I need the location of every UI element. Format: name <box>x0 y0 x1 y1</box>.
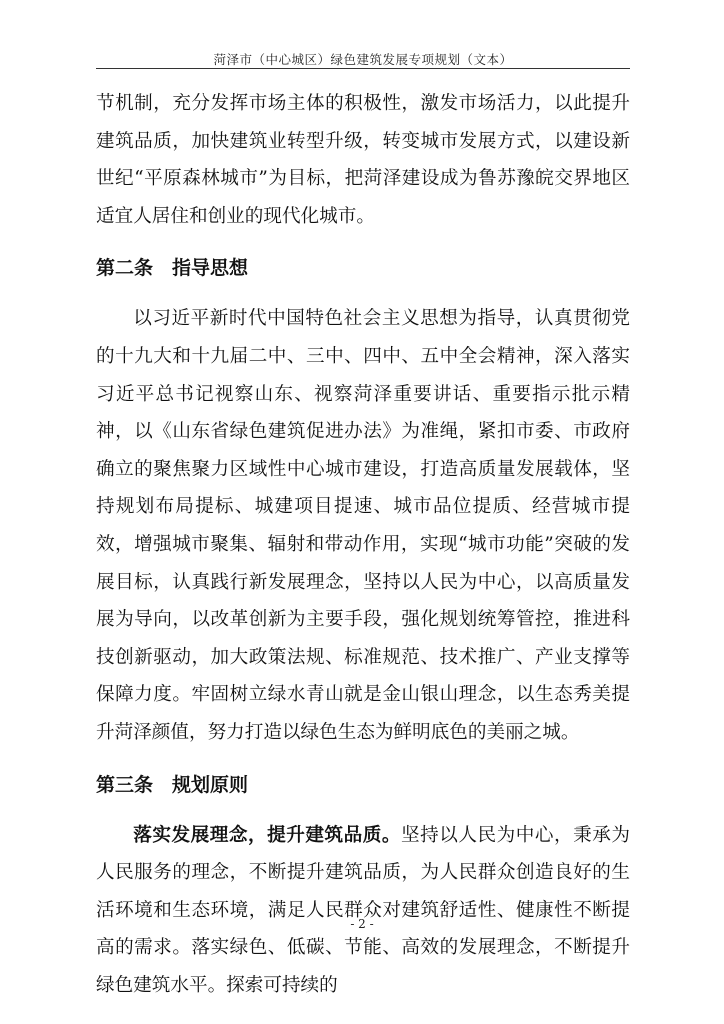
article-3-lead: 落实发展理念，提升建筑品质。 <box>133 824 401 846</box>
page-number: - 2 - <box>350 917 374 931</box>
article-3-text: 坚持以人民为中心，秉承为人民服务的理念，不断提升建筑品质，为人民群众创造良好的生活环境和生态环境，满足人民群众对建筑舒适性、健康性不断提高的需求。落实绿色、低碳、节能、高效的发展理念，不断提升绿色建筑水平。探索可持续的 <box>96 824 630 996</box>
running-header: 菏泽市（中心城区）绿色建筑发展专项规划（文本） <box>213 52 513 67</box>
intro-paragraph: 节机制，充分发挥市场主体的积极性，激发市场活力，以此提升建筑品质，加快建筑业转型升级，转变城市发展方式，以建设新世纪“平原森林城市”为目标，把菏泽建设成为鲁苏豫皖交界地区适宜人居住和创业的现代化城市。 <box>96 93 630 227</box>
article-3-heading: 第三条 规划原则 <box>96 773 249 796</box>
header-rule <box>96 68 630 69</box>
article-2-paragraph: 以习近平新时代中国特色社会主义思想为指导，认真贯彻党的十九大和十九届二中、三中、四中、五中全会精神，深入落实习近平总书记视察山东、视察菏泽重要讲话、重要指示批示精神，以《山东省绿色建筑促进办法》为准绳，紧扣市委、市政府确立的聚焦聚力区域性中心城市建设，打造高质量发展载体，坚持规划布局提标、城建项目提速、城市品位提质、经营城市提效，增强城市聚集、辐射和带动作用，实现“城市功能”突破的发展目标，认真践行新发展理念，坚持以人民为中心，以高质量发展为导向，以改革创新为主要手段，强化规划统筹管控，推进科技创新驱动，加大政策法规、标准规范、技术推广、产业支撑等保障力度。牢固树立绿水青山就是金山银山理念，以生态秀美提升菏泽颜值，努力打造以绿色生态为鲜明底色的美丽之城。 <box>96 308 630 743</box>
document-body <box>96 85 630 1004</box>
article-2-heading: 第二条 指导思想 <box>96 257 249 280</box>
article-3-paragraph <box>96 817 630 1005</box>
